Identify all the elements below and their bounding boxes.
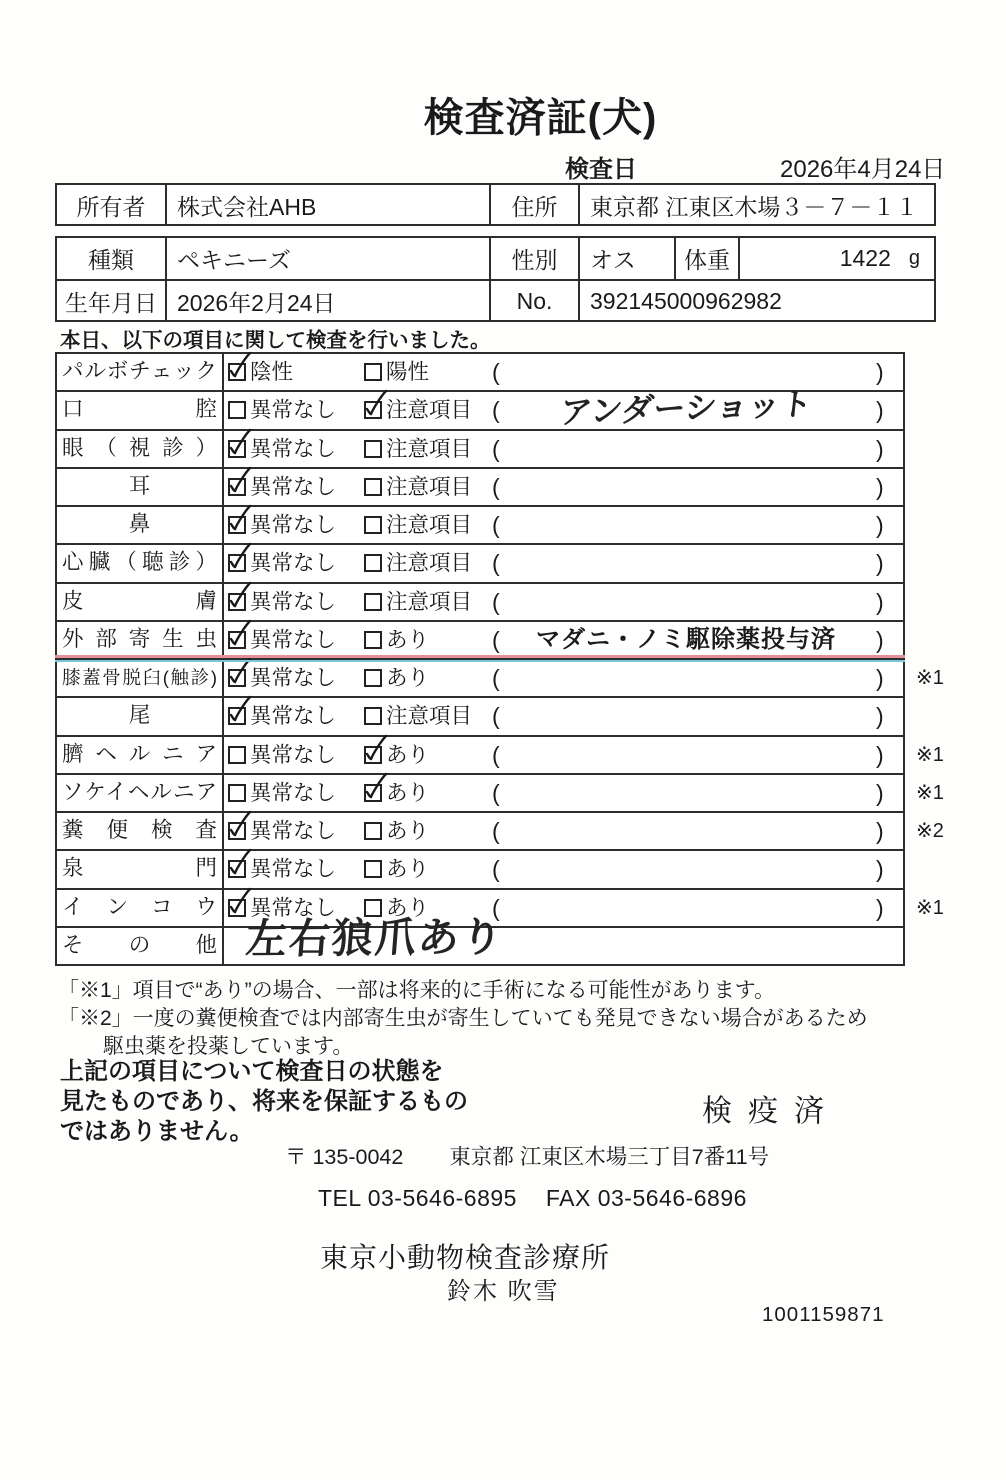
option-1	[228, 392, 336, 428]
option-2-label: あり	[386, 819, 430, 843]
clinic-address-line	[285, 1140, 769, 1171]
intro-text: 本日、以下の項目に関して検査を行いました。	[60, 329, 491, 352]
pet-info-table	[55, 236, 936, 322]
paren-open: (	[492, 435, 500, 462]
checkbox-icon[interactable]	[364, 707, 382, 725]
paren-open: (	[492, 818, 500, 844]
handwritten-entry: 左右狼爪あり	[244, 913, 506, 962]
quarantine-stamp: 検疫済	[702, 1095, 840, 1128]
paren-close: )	[876, 397, 884, 424]
paren-open: (	[492, 779, 500, 806]
checklist-row	[57, 620, 903, 658]
number-value: 392145000962982	[578, 281, 934, 322]
paren-open: (	[492, 473, 500, 500]
checklist-row	[57, 543, 903, 581]
checkbox-icon[interactable]	[364, 822, 382, 840]
checkbox-icon[interactable]	[364, 440, 382, 458]
option-2	[364, 584, 472, 620]
checklist-row	[57, 467, 903, 505]
item-options	[224, 584, 903, 620]
option-1-label: 異常なし	[250, 513, 337, 537]
inspection-date-value: 2026年4月24日	[780, 156, 946, 183]
checklist-row	[57, 658, 944, 696]
option-1-label: 異常なし	[250, 895, 337, 920]
checkbox-icon[interactable]	[364, 478, 382, 496]
option-1	[228, 469, 336, 505]
item-options	[224, 660, 944, 696]
option-2	[364, 813, 429, 849]
checkbox-icon[interactable]	[364, 669, 382, 687]
checkbox-icon[interactable]	[364, 516, 382, 534]
option-2-label: 注意項目	[386, 551, 473, 576]
paren-open: (	[492, 397, 500, 424]
option-1-label: 異常なし	[250, 704, 337, 729]
checkbox-icon[interactable]	[228, 516, 246, 534]
row-note: ※2	[916, 820, 944, 842]
number-label: No.	[489, 281, 578, 322]
option-2-label: あり	[386, 857, 430, 882]
breed-value: ペキニーズ	[165, 238, 489, 279]
checklist-row	[57, 354, 903, 390]
paren-close: )	[876, 856, 884, 883]
paren-close: )	[876, 894, 884, 921]
option-2-label: あり	[386, 742, 430, 767]
item-label: 泉門	[57, 851, 224, 887]
checkbox-icon[interactable]	[228, 746, 246, 764]
option-1-label: 異常なし	[250, 857, 337, 882]
veterinarian-name: 鈴木 吹雪	[447, 1278, 560, 1305]
option-2	[364, 622, 429, 658]
option-1	[228, 813, 336, 849]
checklist-row	[57, 429, 903, 467]
owner-table	[55, 183, 936, 226]
paren-close: )	[876, 473, 884, 500]
paren-open: (	[492, 512, 500, 538]
item-options	[224, 469, 903, 505]
option-2	[364, 507, 472, 543]
option-1-label: 異常なし	[250, 398, 337, 423]
checklist-row	[57, 811, 944, 849]
paren-open: (	[492, 856, 500, 883]
option-1-label: 異常なし	[250, 589, 337, 614]
option-1	[228, 584, 336, 620]
option-2	[364, 545, 472, 581]
item-label: その他	[57, 928, 224, 964]
disclaimer-line-3: ではありません。	[60, 1118, 254, 1145]
checkbox-icon[interactable]	[364, 593, 382, 611]
option-1-label: 異常なし	[250, 780, 337, 805]
paren-open: (	[492, 588, 500, 615]
disclaimer-line-1: 上記の項目について検査日の状態を	[60, 1058, 444, 1085]
item-options	[224, 385, 903, 431]
checkbox-icon[interactable]	[228, 707, 246, 725]
checkbox-icon[interactable]	[228, 440, 246, 458]
postal-code: 〒 135-0042	[285, 1145, 404, 1169]
paren-open: (	[492, 665, 500, 691]
option-1-label: 異常なし	[250, 666, 337, 690]
weight-unit: g	[908, 247, 920, 269]
fax-number: FAX 03-5646-6896	[545, 1185, 747, 1211]
checkbox-icon[interactable]	[228, 593, 246, 611]
checkbox-icon[interactable]	[228, 631, 246, 649]
tel-number: TEL 03-5646-6895	[318, 1185, 517, 1211]
item-label: 心臓（聴診）	[57, 545, 224, 581]
item-label: 糞便検査	[57, 813, 224, 849]
item-label: 外部寄生虫	[57, 622, 224, 658]
inspection-date-label: 検査日	[565, 156, 637, 183]
checkbox-icon[interactable]	[228, 860, 246, 878]
serial-number: 1001159871	[762, 1303, 885, 1326]
option-2-label: あり	[386, 627, 430, 652]
paren-close: )	[876, 703, 884, 730]
item-label: 耳	[57, 469, 224, 505]
item-options	[224, 431, 903, 467]
checkbox-icon[interactable]	[228, 401, 246, 419]
checkbox-icon[interactable]	[228, 363, 246, 381]
item-label: 眼（視診）	[57, 431, 224, 467]
clinic-address: 東京都 江東区木場三丁目7番11号	[449, 1145, 770, 1169]
option-1	[228, 354, 293, 390]
option-2-label: 注意項目	[386, 398, 473, 423]
address-value: 東京都 江東区木場３－７－１１	[578, 185, 934, 226]
option-1	[228, 737, 336, 773]
item-label: 口腔	[57, 392, 224, 428]
option-1	[228, 545, 336, 581]
option-2-label: あり	[386, 666, 430, 690]
checkbox-icon[interactable]	[364, 899, 382, 917]
option-2-label: あり	[386, 895, 430, 920]
item-options	[224, 698, 903, 734]
paren-open: (	[492, 359, 500, 385]
option-1	[228, 851, 336, 887]
paren-open: (	[492, 703, 500, 730]
item-options	[224, 913, 903, 964]
note-2-line-1: 「※2」一度の糞便検査では内部寄生虫が寄生していても発見できない場合があるため	[58, 1007, 868, 1030]
checklist-row	[57, 696, 903, 734]
checklist-row	[57, 773, 944, 811]
tel-fax-line	[318, 1185, 747, 1212]
item-label: ソケイヘルニア	[57, 775, 224, 811]
option-2-label: 注意項目	[386, 704, 473, 729]
option-1-label: 異常なし	[250, 474, 337, 499]
paren-close: )	[876, 741, 884, 768]
option-1-label: 異常なし	[250, 436, 337, 461]
row-note: ※1	[916, 743, 944, 766]
paren-close: )	[876, 779, 884, 806]
item-label: 臍ヘルニア	[57, 737, 224, 773]
paren-close: )	[876, 818, 884, 844]
option-1-label: 陰性	[250, 360, 294, 384]
checklist-row	[57, 849, 903, 887]
paren-open: (	[492, 550, 500, 577]
item-label: 皮膚	[57, 584, 224, 620]
note-1: 「※1」項目で“あり”の場合、一部は将来的に手術になる可能性があります。	[58, 979, 775, 1002]
note-2-line-2: 駆虫薬を投薬しています。	[103, 1035, 354, 1058]
item-options	[224, 775, 944, 811]
option-2-label: 注意項目	[386, 436, 473, 461]
checkbox-icon[interactable]	[364, 554, 382, 572]
option-2	[364, 698, 472, 734]
pet-row-1	[57, 238, 934, 279]
checkbox-icon[interactable]	[228, 822, 246, 840]
option-2-label: あり	[386, 780, 430, 805]
option-2-label: 注意項目	[386, 513, 473, 537]
checklist-row	[57, 735, 944, 773]
paren-close: )	[876, 359, 884, 385]
checkbox-icon[interactable]	[228, 899, 246, 917]
disclaimer-line-2: 見たものであり、将来を保証するもの	[60, 1088, 468, 1115]
item-label: 尾	[57, 698, 224, 734]
option-2	[364, 737, 429, 773]
paren-content: アンダーショット	[558, 385, 814, 431]
paren-open: (	[492, 626, 500, 653]
paren-open: (	[492, 741, 500, 768]
checkbox-icon[interactable]	[364, 401, 382, 419]
checkbox-icon[interactable]	[364, 631, 382, 649]
item-label: パルボチェック	[57, 354, 224, 390]
sex-value: オス	[578, 238, 674, 279]
item-options	[224, 851, 903, 887]
checkbox-icon[interactable]	[228, 669, 246, 687]
item-options	[224, 507, 903, 543]
sex-label: 性別	[489, 238, 578, 279]
checkbox-icon[interactable]	[364, 363, 382, 381]
breed-label: 種類	[88, 247, 134, 273]
birthdate-label: 生年月日	[65, 290, 157, 316]
row-note: ※1	[916, 896, 944, 919]
item-label: 鼻	[57, 507, 224, 543]
option-2-label: 陽性	[386, 360, 430, 384]
weight-value	[738, 238, 934, 279]
row-note: ※1	[916, 781, 944, 804]
checkbox-icon[interactable]	[228, 478, 246, 496]
option-2	[364, 392, 472, 428]
paren-content: マダニ・ノミ駆除薬投与済	[536, 625, 836, 653]
weight-label: 体重	[674, 238, 738, 279]
option-2	[364, 469, 472, 505]
page-title: 検査済証(犬)	[423, 96, 658, 140]
address-label: 住所	[489, 185, 578, 226]
item-options	[224, 622, 903, 658]
option-1-label: 異常なし	[250, 551, 337, 576]
option-2-label: 注意項目	[386, 474, 473, 499]
option-1-label: 異常なし	[250, 627, 337, 652]
paren-close: )	[876, 588, 884, 615]
birthdate-value: 2026年2月24日	[165, 281, 489, 322]
checkbox-icon[interactable]	[364, 784, 382, 802]
option-1-label: 異常なし	[250, 742, 337, 767]
option-2	[364, 431, 472, 467]
clinic-name: 東京小動物検査診療所	[320, 1242, 611, 1273]
checkbox-icon[interactable]	[228, 784, 246, 802]
checklist-row	[57, 385, 903, 431]
item-label: 膝蓋骨脱臼(触診)	[57, 660, 224, 696]
option-2	[364, 354, 429, 390]
option-1	[228, 660, 336, 696]
option-1	[228, 622, 336, 658]
checklist-row	[57, 582, 903, 620]
row-note: ※1	[916, 667, 944, 689]
checkbox-icon[interactable]	[364, 746, 382, 764]
paren-close: )	[876, 626, 884, 653]
option-2	[364, 660, 429, 696]
item-label: インコウ	[57, 890, 224, 926]
owner-row	[57, 185, 934, 226]
checklist-table	[55, 352, 944, 966]
paren-close: )	[876, 435, 884, 462]
option-2	[364, 851, 429, 887]
option-1-label: 異常なし	[250, 819, 337, 843]
option-1	[228, 507, 336, 543]
paren-close: )	[876, 512, 884, 538]
item-options	[224, 813, 944, 849]
paren-open: (	[492, 894, 500, 921]
option-1	[228, 431, 336, 467]
disclaimer-text	[60, 1057, 468, 1147]
option-2	[364, 775, 429, 811]
owner-value: 株式会社AHB	[165, 185, 489, 226]
owner-label: 所有者	[76, 194, 146, 220]
checkbox-icon[interactable]	[228, 554, 246, 572]
option-1	[228, 698, 336, 734]
item-options	[224, 354, 903, 390]
checkbox-icon[interactable]	[364, 860, 382, 878]
option-2-label: 注意項目	[386, 589, 473, 614]
paren-close: )	[876, 550, 884, 577]
paren-close: )	[876, 665, 884, 691]
option-1	[228, 775, 336, 811]
item-options	[224, 737, 944, 773]
weight-number: 1422	[839, 245, 891, 271]
checklist-row	[57, 913, 903, 964]
item-options	[224, 545, 903, 581]
pet-row-2	[57, 279, 934, 322]
checklist-row	[57, 505, 903, 543]
